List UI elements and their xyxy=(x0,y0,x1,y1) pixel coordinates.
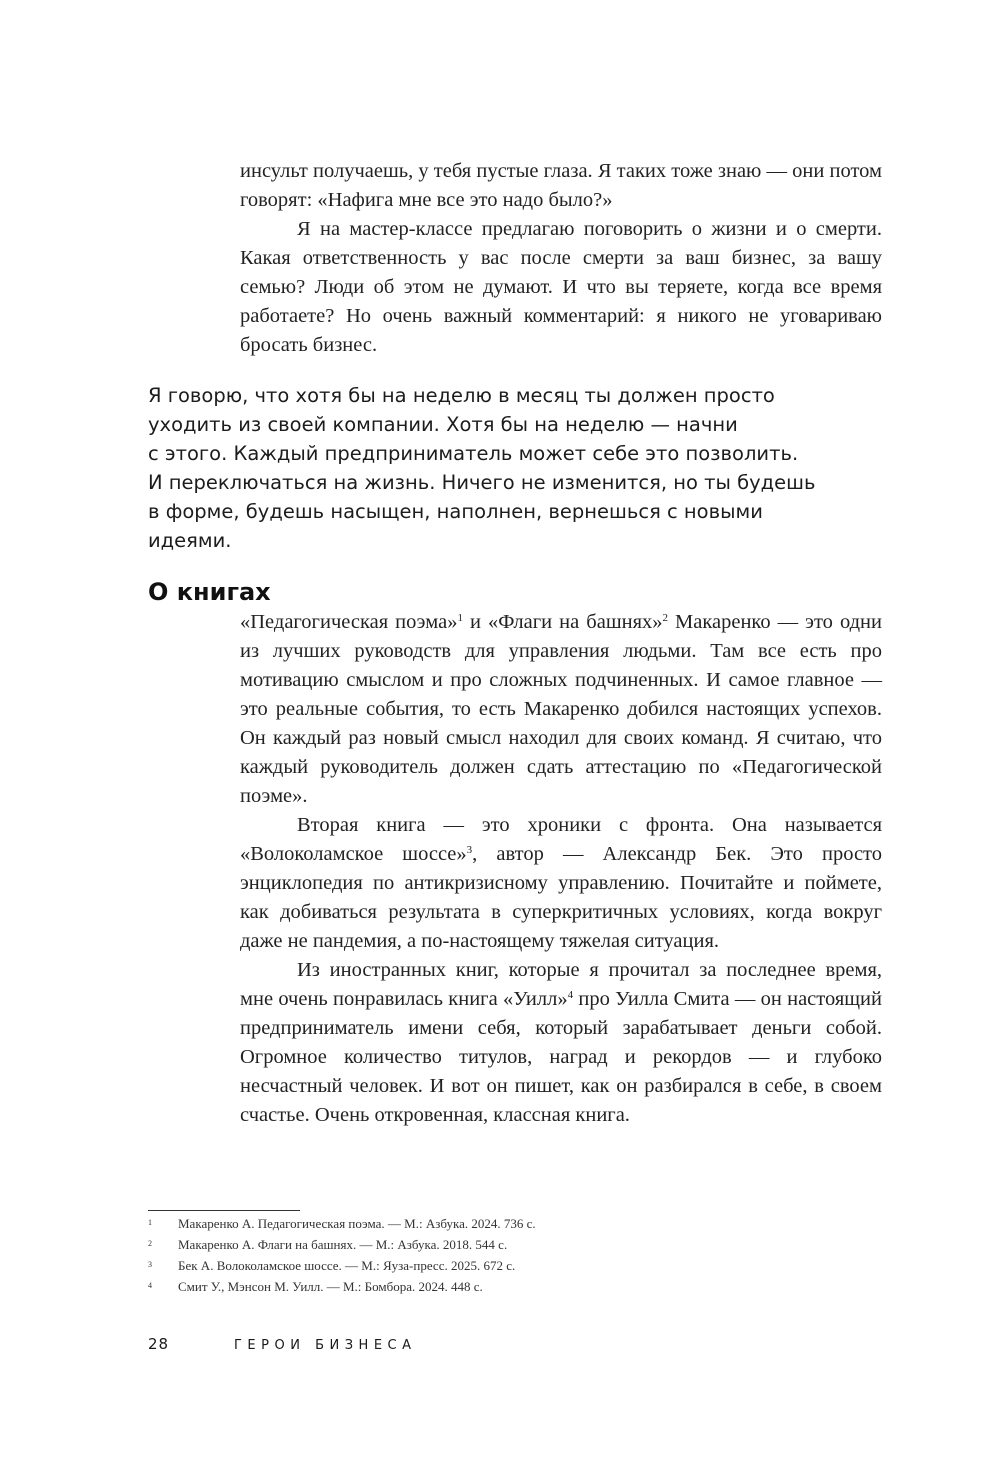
footnote xyxy=(148,1214,848,1235)
intro-paragraph-2: Я на мастер-классе предлагаю поговорить о жизни и о смерти. Какая ответственность у вас после смерти за ваш бизнес, за вашу семью? Люди об этом не думают. И что вы теряете, когда все время работаете? Но очень важный комментарий: я никого не уговариваю бросать бизнес. xyxy=(240,218,882,356)
pull-quote-line: с этого. Каждый предприниматель может себе это позволить. xyxy=(148,442,799,465)
footnote-text: Макаренко А. Флаги на башнях. — М.: Азбука. 2018. 544 с. xyxy=(178,1237,508,1252)
text-run: Вторая книга — это хроники с фронта. Она называется «Волоколамское шоссе» xyxy=(240,814,882,865)
page-footer xyxy=(148,1335,417,1353)
footnote xyxy=(148,1235,848,1256)
footnote-number: 3 xyxy=(148,1260,152,1269)
intro-text xyxy=(240,157,882,360)
pull-quote-line: И переключаться на жизнь. Ничего не изменится, но ты будешь xyxy=(148,471,816,494)
footnote-number: 1 xyxy=(148,1218,152,1227)
books-paragraph-1 xyxy=(240,608,882,811)
books-paragraph-2 xyxy=(240,811,882,956)
text-run: и «Флаги на башнях» xyxy=(462,611,663,633)
footnote-ref: 2 xyxy=(662,612,668,624)
pull-quote xyxy=(148,381,816,555)
pull-quote-line: уходить из своей компании. Хотя бы на неделю — начни xyxy=(148,413,738,436)
text-run: про Уилла Смита — он настоящий предприниматель имени себя, который зарабатывает деньги собой. Огромное количество титулов, наград и рекордов — и глубоко несчастный человек. И вот он пишет, как он разбирался в себе, в своем счастье. Очень откровенная, классная книга. xyxy=(240,988,882,1126)
footnote-ref: 4 xyxy=(567,989,574,1001)
footnote-ref: 3 xyxy=(466,844,473,856)
text-run: Из иностранных книг, которые я прочитал за последнее время, мне очень понравилась книга «Уилл» xyxy=(240,959,882,1010)
footnote-number: 2 xyxy=(148,1239,152,1248)
footnote-divider xyxy=(148,1210,300,1211)
footnote-text: Бек А. Волоколамское шоссе. — М.: Яуза-пресс. 2025. 672 с. xyxy=(178,1258,516,1273)
footnote-text: Смит У., Мэнсон М. Уилл. — М.: Бомбора. 2024. 448 с. xyxy=(178,1279,483,1294)
pull-quote-line: Я говорю, что хотя бы на неделю в месяц ты должен просто xyxy=(148,384,775,407)
footnote-number: 4 xyxy=(148,1281,152,1290)
section-heading-books: О книгах xyxy=(148,578,271,606)
footnote xyxy=(148,1256,848,1277)
footnote xyxy=(148,1277,848,1298)
footnote-ref: 1 xyxy=(457,612,463,624)
footnote-text: Макаренко А. Педагогическая поэма. — М.: Азбука. 2024. 736 с. xyxy=(178,1216,536,1231)
text-run: «Педагогическая поэма» xyxy=(240,611,458,633)
text-run: Макаренко — это одни из лучших руководств для управления людьми. Там все есть про мотивацию смыслом и про сложных подчиненных. И самое главное — это реальные события, то есть Макаренко добился настоящих успехов. Он каждый раз новый смысл находил для своих команд. Я считаю, что каждый руководитель должен сдать аттестацию по «Педагогической поэме». xyxy=(240,611,882,807)
page-number: 28 xyxy=(148,1335,170,1353)
running-title: ГЕРОИ БИЗНЕСА xyxy=(234,1338,417,1353)
pull-quote-line: идеями. xyxy=(148,529,232,552)
footnotes xyxy=(148,1214,848,1298)
books-paragraph-3 xyxy=(240,956,882,1130)
books-section xyxy=(240,608,882,1130)
intro-paragraph-1: инсульт получаешь, у тебя пустые глаза. Я таких тоже знаю — они потом говорят: «Нафига мне все это надо было?» xyxy=(240,160,882,211)
text-run: , автор — Александр Бек. Это просто энциклопедия по антикризисному управлению. Почитайте и поймете, как добиваться результата в суперкритичных условиях, когда вокруг даже не пандемия, а по-настоящему тяжелая ситуация. xyxy=(240,843,882,952)
pull-quote-line: в форме, будешь насыщен, наполнен, вернешься с новыми xyxy=(148,500,763,523)
